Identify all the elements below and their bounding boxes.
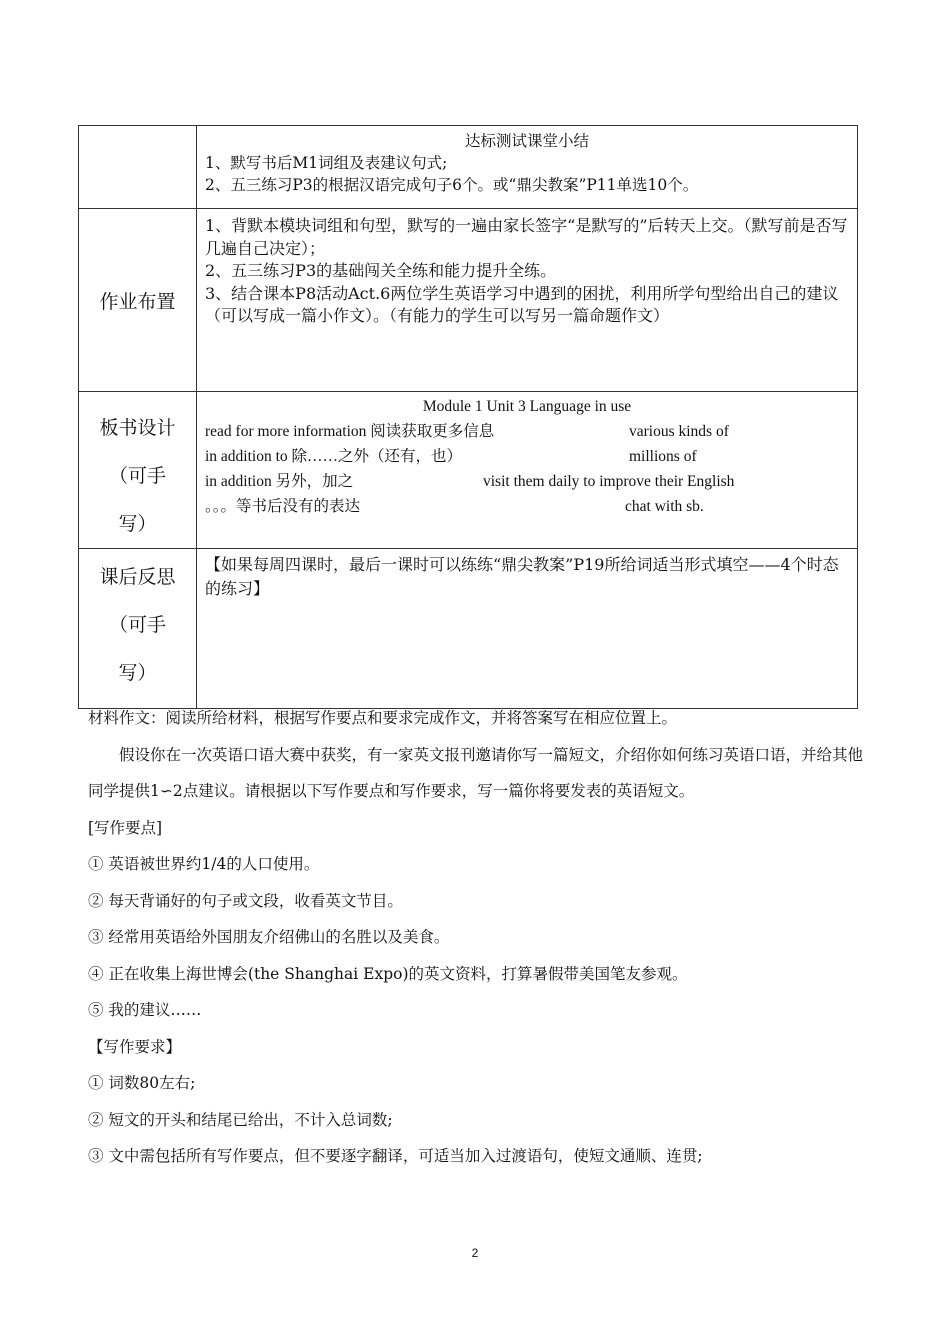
board-left-3: in addition 另外，加之 xyxy=(205,473,354,490)
reflection-label-line-3: 写） xyxy=(118,662,157,684)
essay-intro: 材料作文：阅读所给材料，根据写作要点和要求完成作文，并将答案写在相应位置上。 xyxy=(88,709,678,727)
essay-prompt: 假设你在一次英语口语大赛中获奖，有一家英文报刊邀请你写一篇短文，介绍你如何练习英语口语，并给其他同学提供1∽2点建议。请根据以下写作要点和写作要求，写一篇你将要发表的英语短文。 xyxy=(88,745,864,800)
board-design-label-line-2: （可手 xyxy=(108,465,166,487)
homework-line-3: 3、结合课本P8活动Act.6两位学生英语学习中遇到的困扰，利用所学句型给出自己的建议（可以写成一篇小作文）。（有能力的学生可以写另一篇命题作文） xyxy=(205,283,839,325)
homework-line-2: 2、五三练习P3的基础闯关全练和能力提升全练。 xyxy=(205,261,557,280)
homework-line-1: 1、背默本模块词组和句型，默写的一遍由家长签字“是默写的”后转天上交。（默写前是否写几遍自己决定）； xyxy=(205,216,848,258)
requirement-3: ③ 文中需包括所有写作要点，但不要逐字翻译，可适当加入过渡语句，使短文通顺、连贯; xyxy=(88,1147,703,1165)
essay-section xyxy=(88,700,868,1175)
point-1: ① 英语被世界约1/4的人口使用。 xyxy=(88,855,320,873)
board-design-label-line-3: 写） xyxy=(118,513,157,535)
board-line-2 xyxy=(205,444,849,469)
reflection-label-line-2: （可手 xyxy=(108,614,166,636)
board-left-2: in addition to 除……之外（还有，也） xyxy=(205,448,463,465)
board-line-4 xyxy=(205,494,849,519)
board-design-row xyxy=(79,392,858,549)
board-right-2: millions of xyxy=(629,448,697,465)
summary-label xyxy=(79,126,197,209)
summary-line-1: 1、默写书后M1词组及表建议句式; xyxy=(205,154,448,172)
point-3: ③ 经常用英语给外国朋友介绍佛山的名胜以及美食。 xyxy=(88,928,450,946)
reflection-label xyxy=(79,549,197,709)
summary-title: 达标测试课堂小结 xyxy=(464,132,589,150)
lesson-plan-table xyxy=(78,125,858,709)
point-2: ② 每天背诵好的句子或文段，收看英文节目。 xyxy=(88,891,403,910)
board-line-1 xyxy=(205,419,849,444)
requirement-2: ② 短文的开头和结尾已给出，不计入总词数; xyxy=(88,1110,393,1129)
point-4: ④ 正在收集上海世博会(the Shanghai Expo)的英文资料，打算暑假带美国笔友参观。 xyxy=(88,964,688,983)
summary-line-2: 2、五三练习P3的根据汉语完成句子6个。或“鼎尖教案”P11单选10个。 xyxy=(205,176,699,194)
board-left-1: read for more information 阅读获取更多信息 xyxy=(205,423,495,440)
board-left-4: 。。。等书后没有的表达 xyxy=(205,498,361,515)
homework-row xyxy=(79,209,858,392)
point-5: ⑤ 我的建议…… xyxy=(88,1001,202,1019)
reflection-label-line-1: 课后反思 xyxy=(99,566,176,588)
requirements-heading: 【写作要求】 xyxy=(88,1037,182,1056)
homework-content xyxy=(197,209,858,392)
reflection-row xyxy=(79,549,858,709)
board-line-3 xyxy=(205,469,849,494)
board-right-1: various kinds of xyxy=(629,423,729,440)
requirement-1: ① 词数80左右; xyxy=(88,1074,196,1092)
reflection-content xyxy=(197,549,858,709)
page-number: 2 xyxy=(471,1246,479,1260)
homework-label: 作业布置 xyxy=(79,209,197,392)
board-design-title: Module 1 Unit 3 Language in use xyxy=(422,398,632,415)
board-design-label-line-1: 板书设计 xyxy=(99,417,176,439)
summary-row xyxy=(79,126,858,209)
reflection-text: 【如果每周四课时，最后一课时可以练练“鼎尖教案”P19所给词适当形式填空——4个时态的练习】 xyxy=(205,555,839,598)
board-right-3: visit them daily to improve their English xyxy=(483,473,735,490)
board-right-4: chat with sb. xyxy=(625,498,704,515)
points-heading: [写作要点] xyxy=(88,818,163,837)
board-design-label xyxy=(79,392,197,549)
board-design-content xyxy=(197,392,858,549)
summary-content xyxy=(197,126,858,209)
